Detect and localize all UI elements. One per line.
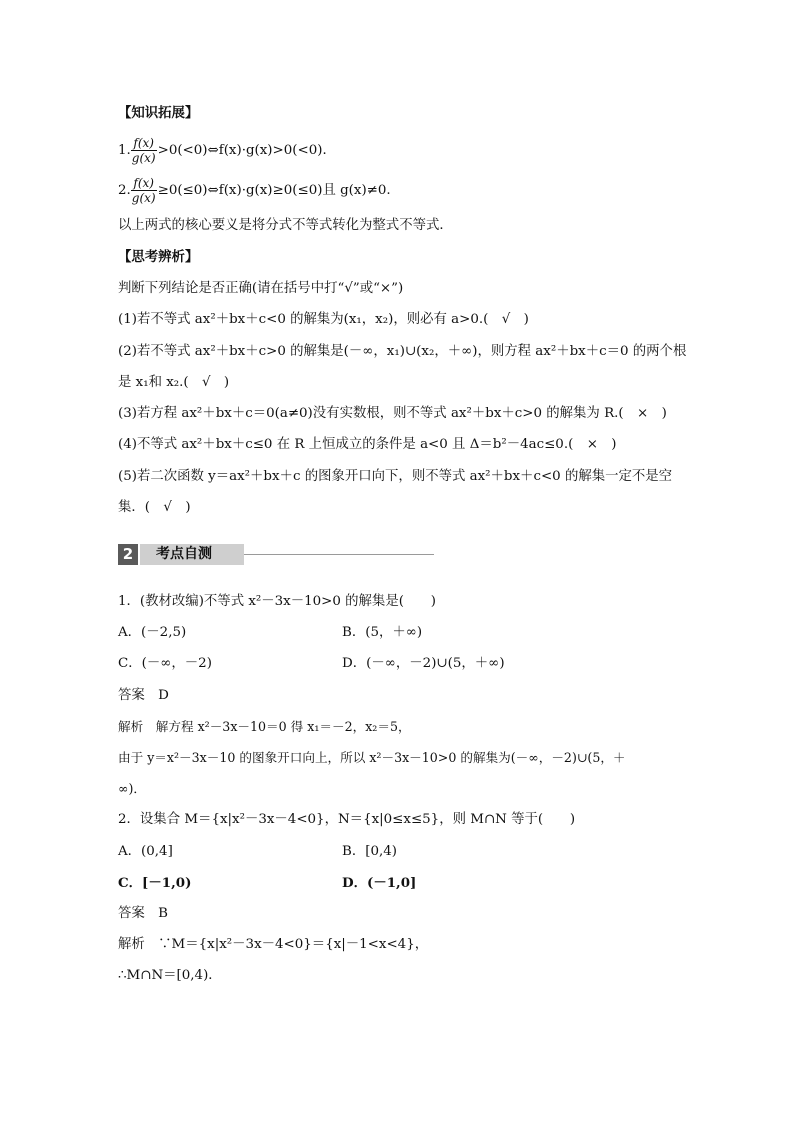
- problem-2-answer: 答案 B: [118, 906, 169, 921]
- problem-1-option-b: B．(5，＋∞): [342, 625, 423, 640]
- section-number: 2: [118, 544, 138, 565]
- statement-2-line-2: 是 x₁和 x₂.( √ ): [118, 375, 230, 390]
- problem-1-option-d: D．(－∞，－2)∪(5，＋∞): [342, 656, 505, 671]
- problem-1-option-a: A．(－2,5): [118, 625, 187, 640]
- problem-1-solution-line-1: 解析 解方程 x²－3x－10＝0 得 x₁＝－2，x₂＝5，: [118, 719, 411, 734]
- statement-2-line-1: (2)若不等式 ax²＋bx＋c>0 的解集是(－∞，x₁)∪(x₂，＋∞)，则方程 ax²＋bx＋c＝0 的两个根: [118, 344, 687, 359]
- extension-line-1-rest: >0(<0)⇔f(x)·g(x)>0(<0)．: [157, 143, 336, 158]
- problem-1-answer: 答案 D: [118, 688, 169, 703]
- extension-line-2: [118, 175, 391, 207]
- fraction-f-over-g-2: [131, 176, 157, 205]
- statement-5-line-1: (5)若二次函数 y＝ax²＋bx＋c 的图象开口向下，则不等式 ax²＋bx＋c<0 的解集一定不是空: [118, 469, 673, 484]
- problem-2-option-d: D．(－1,0]: [342, 875, 417, 891]
- statement-5-line-2: 集．( √ ): [118, 500, 191, 515]
- extension-summary: 以上两式的核心要义是将分式不等式转化为整式不等式．: [118, 218, 453, 233]
- problem-2-option-c: C．[－1,0): [118, 875, 192, 891]
- problem-2-solution-line-1: 解析 ∵M＝{x|x²－3x－4<0}＝{x|－1<x<4}，: [118, 937, 429, 952]
- problem-1-solution-line-2: 由于 y＝x²－3x－10 的图象开口向上，所以 x²－3x－10>0 的解集为(－∞，－2)∪(5，＋: [118, 750, 626, 765]
- fraction-numerator: f(x): [131, 176, 157, 191]
- thinking-intro: 判断下列结论是否正确(请在括号中打“√”或“×”): [118, 281, 404, 296]
- fraction-denominator: g(x): [131, 151, 156, 165]
- problem-1-solution-line-3: ∞)．: [118, 781, 146, 796]
- problem-1-option-c: C．(－∞，－2): [118, 656, 212, 671]
- extension-line-1: [118, 135, 336, 167]
- fraction-f-over-g-1: [131, 136, 157, 165]
- problem-2-solution-line-2: ∴M∩N＝[0,4)．: [118, 968, 222, 983]
- problem-2-option-b: B．[0,4): [342, 844, 397, 859]
- extension-line-2-number: 2.: [118, 183, 131, 198]
- statement-4: (4)不等式 ax²＋bx＋c≤0 在 R 上恒成立的条件是 a<0 且 Δ＝b²－4ac≤0.( × ): [118, 437, 617, 452]
- extension-line-1-number: 1.: [118, 143, 131, 158]
- extension-line-2-rest: ≥0(≤0)⇔f(x)·g(x)≥0(≤0)且 g(x)≠0.: [157, 183, 391, 198]
- fraction-numerator: f(x): [131, 136, 157, 151]
- thinking-heading: 【思考辨析】: [118, 249, 199, 265]
- statement-1: (1)若不等式 ax²＋bx＋c<0 的解集为(x₁，x₂)，则必有 a>0.( √ ): [118, 312, 529, 327]
- section-title: 考点自测: [140, 544, 244, 565]
- problem-2-stem: 2．设集合 M＝{x|x²－3x－4<0}，N＝{x|0≤x≤5}，则 M∩N 等于( ): [118, 812, 576, 827]
- section-divider: [244, 554, 434, 555]
- statement-3: (3)若方程 ax²＋bx＋c＝0(a≠0)没有实数根，则不等式 ax²＋bx＋c>0 的解集为 R.( × ): [118, 406, 667, 421]
- knowledge-extension-heading: 【知识拓展】: [118, 105, 199, 121]
- section-header: [118, 543, 434, 567]
- fraction-denominator: g(x): [131, 191, 156, 205]
- problem-1-stem: 1．(教材改编)不等式 x²－3x－10>0 的解集是( ): [118, 594, 436, 609]
- problem-2-option-a: A．(0,4]: [118, 844, 173, 859]
